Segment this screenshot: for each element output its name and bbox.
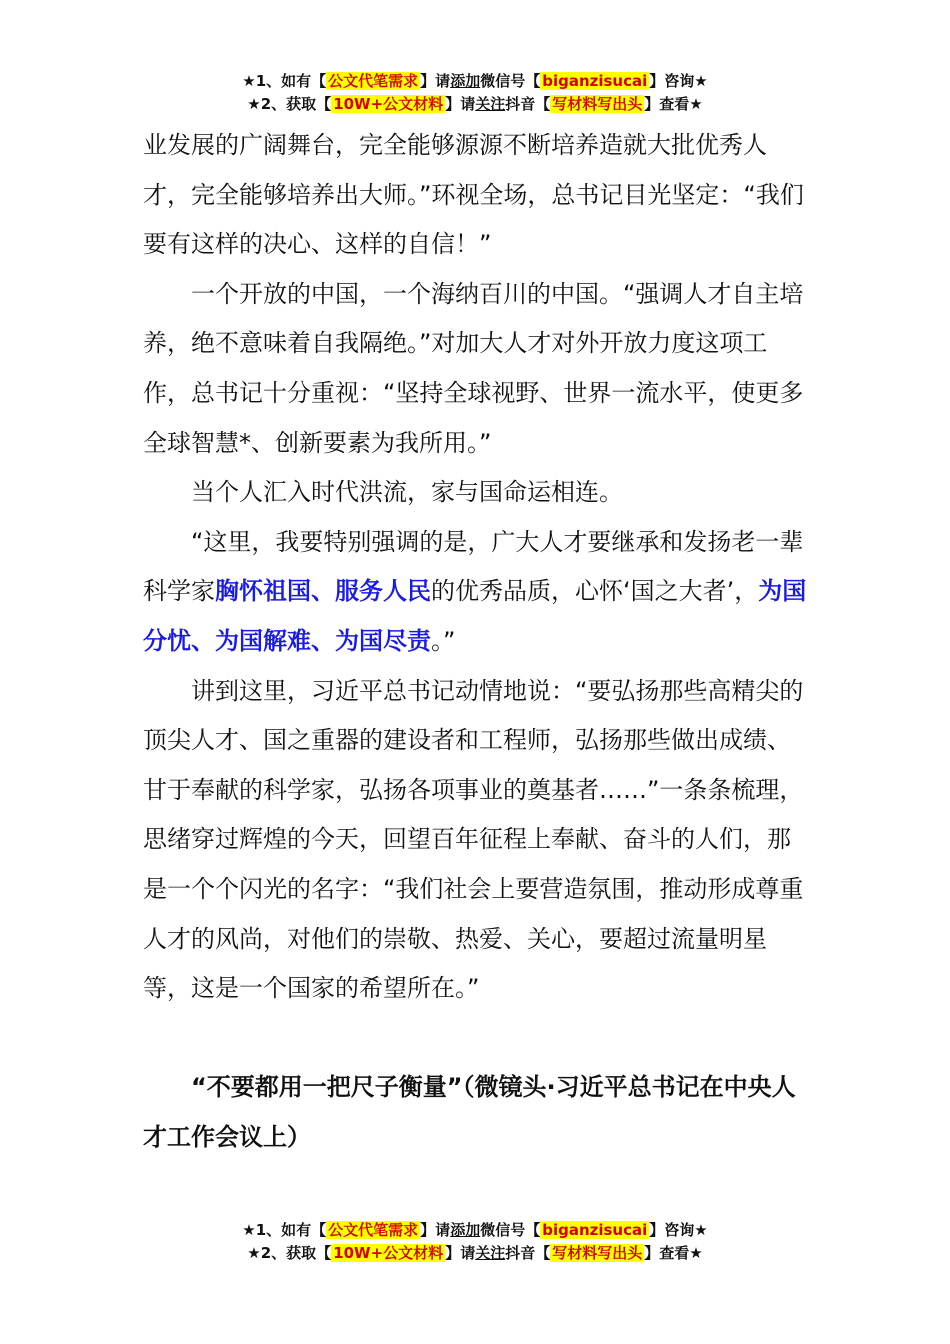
banner-text: ★2、获取【 bbox=[247, 95, 332, 113]
emphasis-text: 为国分忧、为国解难、为国尽责 bbox=[143, 577, 807, 655]
top-banner bbox=[0, 70, 950, 116]
banner-text: 】请 bbox=[445, 95, 476, 113]
paragraph-2: 一个开放的中国，一个海纳百川的中国。“强调人才自主培养，绝不意味着自我隔绝。”对加大人才对外开放力度这项工作，总书记十分重视：“坚持全球视野、世界一流水平，使更多全球智慧*、创新要素为我所用。” bbox=[143, 279, 804, 457]
document-body bbox=[143, 121, 807, 1162]
banner-highlight-materials: 10W+公文材料 bbox=[333, 1244, 444, 1262]
banner-text: 】查看★ bbox=[644, 95, 703, 113]
emphasis-text: 胸怀祖国、服务人民 bbox=[215, 577, 431, 606]
banner-highlight-service: 公文代笔需求 bbox=[328, 72, 419, 90]
paragraph-text: 的优秀品质，心怀‘国之大者’， bbox=[431, 577, 759, 606]
paragraph-text: 。” bbox=[431, 626, 456, 655]
banner-line-2 bbox=[0, 1242, 950, 1265]
banner-text: 微信号【 bbox=[480, 72, 541, 90]
banner-highlight-wechat-id: biganzisucai bbox=[542, 1221, 648, 1239]
banner-text: 微信号【 bbox=[480, 1221, 541, 1239]
banner-text: 】咨询★ bbox=[649, 72, 708, 90]
banner-text: 】查看★ bbox=[644, 1244, 703, 1262]
banner-line-2 bbox=[0, 93, 950, 116]
banner-text: 】请 bbox=[420, 1221, 451, 1239]
banner-text: 】咨询★ bbox=[649, 1221, 708, 1239]
section-heading: “不要都用一把尺子衡量”（微镜头·习近平总书记在中央人才工作会议上） bbox=[143, 1073, 796, 1151]
banner-underlined-text: 添加 bbox=[450, 72, 481, 90]
paragraph-1: 业发展的广阔舞台，完全能够源源不断培养造就大批优秀人才，完全能够培养出大师。”环视全场，总书记目光坚定：“我们要有这样的决心、这样的自信！” bbox=[143, 131, 804, 259]
banner-text: ★1、如有【 bbox=[242, 1221, 327, 1239]
banner-line-1 bbox=[0, 70, 950, 93]
banner-underlined-text: 关注 bbox=[475, 1244, 506, 1262]
paragraph-5: 讲到这里，习近平总书记动情地说：“要弘扬那些高精尖的顶尖人才、国之重器的建设者和工程师，弘扬那些做出成绩、甘于奉献的科学家，弘扬各项事业的奠基者……”一条条梳理，思绪穿过辉煌的今天，回望百年征程上奉献、奋斗的人们，那是一个个闪光的名字：“我们社会上要营造氛围，推动形成尊重人才的风尚，对他们的崇敬、热爱、关心，要超过流量明星等，这是一个国家的希望所在。” bbox=[143, 676, 804, 1003]
banner-text: 抖音【 bbox=[505, 95, 551, 113]
banner-text: 】请 bbox=[445, 1244, 476, 1262]
banner-highlight-wechat-id: biganzisucai bbox=[542, 72, 648, 90]
blank-line bbox=[143, 1014, 807, 1064]
paragraph-text: “这里，我要特别强调的是，广大人才要继承和发扬老一辈科学家 bbox=[143, 527, 804, 606]
paragraph-3: 当个人汇入时代洪流，家与国命运相连。 bbox=[191, 478, 623, 507]
banner-highlight-service: 公文代笔需求 bbox=[328, 1221, 419, 1239]
banner-underlined-text: 关注 bbox=[475, 95, 506, 113]
banner-text: ★1、如有【 bbox=[242, 72, 327, 90]
banner-text: 】请 bbox=[420, 72, 451, 90]
banner-highlight-materials: 10W+公文材料 bbox=[333, 95, 444, 113]
banner-text: ★2、获取【 bbox=[247, 1244, 332, 1262]
banner-line-1 bbox=[0, 1219, 950, 1242]
banner-highlight-douyin: 写材料写出头 bbox=[552, 95, 643, 113]
banner-text: 抖音【 bbox=[505, 1244, 551, 1262]
paragraph-4 bbox=[143, 518, 807, 667]
banner-underlined-text: 添加 bbox=[450, 1221, 481, 1239]
bottom-banner bbox=[0, 1219, 950, 1265]
banner-highlight-douyin: 写材料写出头 bbox=[552, 1244, 643, 1262]
